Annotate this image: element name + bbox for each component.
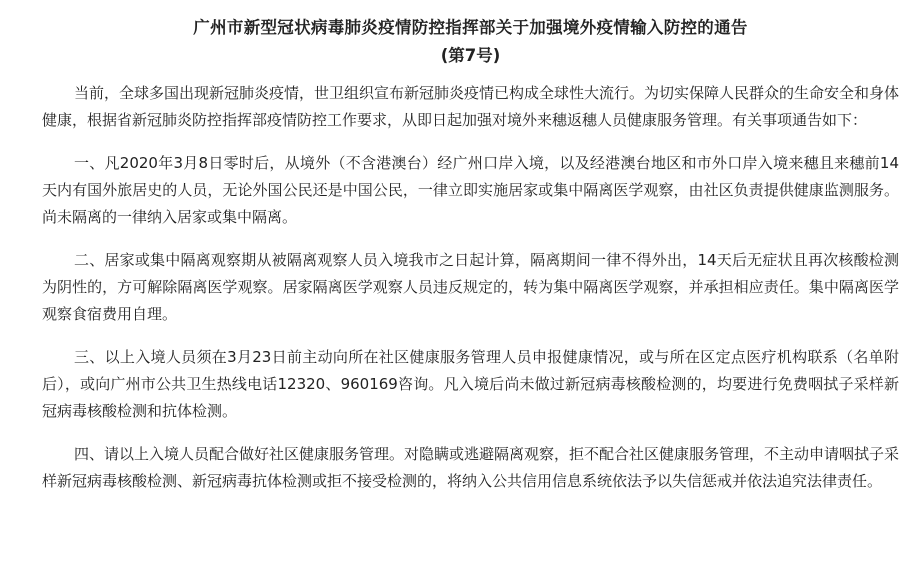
document-title: 广州市新型冠状病毒肺炎疫情防控指挥部关于加强境外疫情输入防控的通告 [193,18,748,37]
paragraph-item-3: 三、以上入境人员须在3月23日前主动向所在社区健康服务管理人员申报健康情况，或与所在区定点医疗机构联系（名单附后），或向广州市公共卫生热线电话12320、960169咨询。凡入境后尚未做过新冠病毒核酸检测的，均要进行免费咽拭子采样新冠病毒核酸检测和抗体检测。 [42,348,899,420]
paragraph-item-2: 二、居家或集中隔离观察期从被隔离观察人员入境我市之日起计算，隔离期间一律不得外出，14天后无症状且再次核酸检测为阴性的，方可解除隔离医学观察。居家隔离医学观察人员违反规定的，转为集中隔离医学观察，并承担相应责任。集中隔离医学观察食宿费用自理。 [42,251,899,323]
paragraph-item-1: 一、凡2020年3月8日零时后，从境外（不含港澳台）经广州口岸入境，以及经港澳台地区和市外口岸入境来穗且来穗前14天内有国外旅居史的人员，无论外国公民还是中国公民，一律立即实施居家或集中隔离医学观察，由社区负责提供健康监测服务。尚未隔离的一律纳入居家或集中隔离。 [42,154,899,226]
document-issue-number: (第7号) [440,46,501,65]
paragraph-item-4: 四、请以上入境人员配合做好社区健康服务管理。对隐瞒或逃避隔离观察，拒不配合社区健康服务管理，不主动申请咽拭子采样新冠病毒核酸检测、新冠病毒抗体检测或拒不接受检测的，将纳入公共信用信息系统依法予以失信惩戒并依法追究法律责任。 [42,445,900,490]
paragraph-intro: 当前，全球多国出现新冠肺炎疫情，世卫组织宣布新冠肺炎疫情已构成全球性大流行。为切实保障人民群众的生命安全和身体健康，根据省新冠肺炎防控指挥部疫情防控工作要求，从即日起加强对境外来穗返穗人员健康服务管理。有关事项通告如下： [42,84,900,129]
